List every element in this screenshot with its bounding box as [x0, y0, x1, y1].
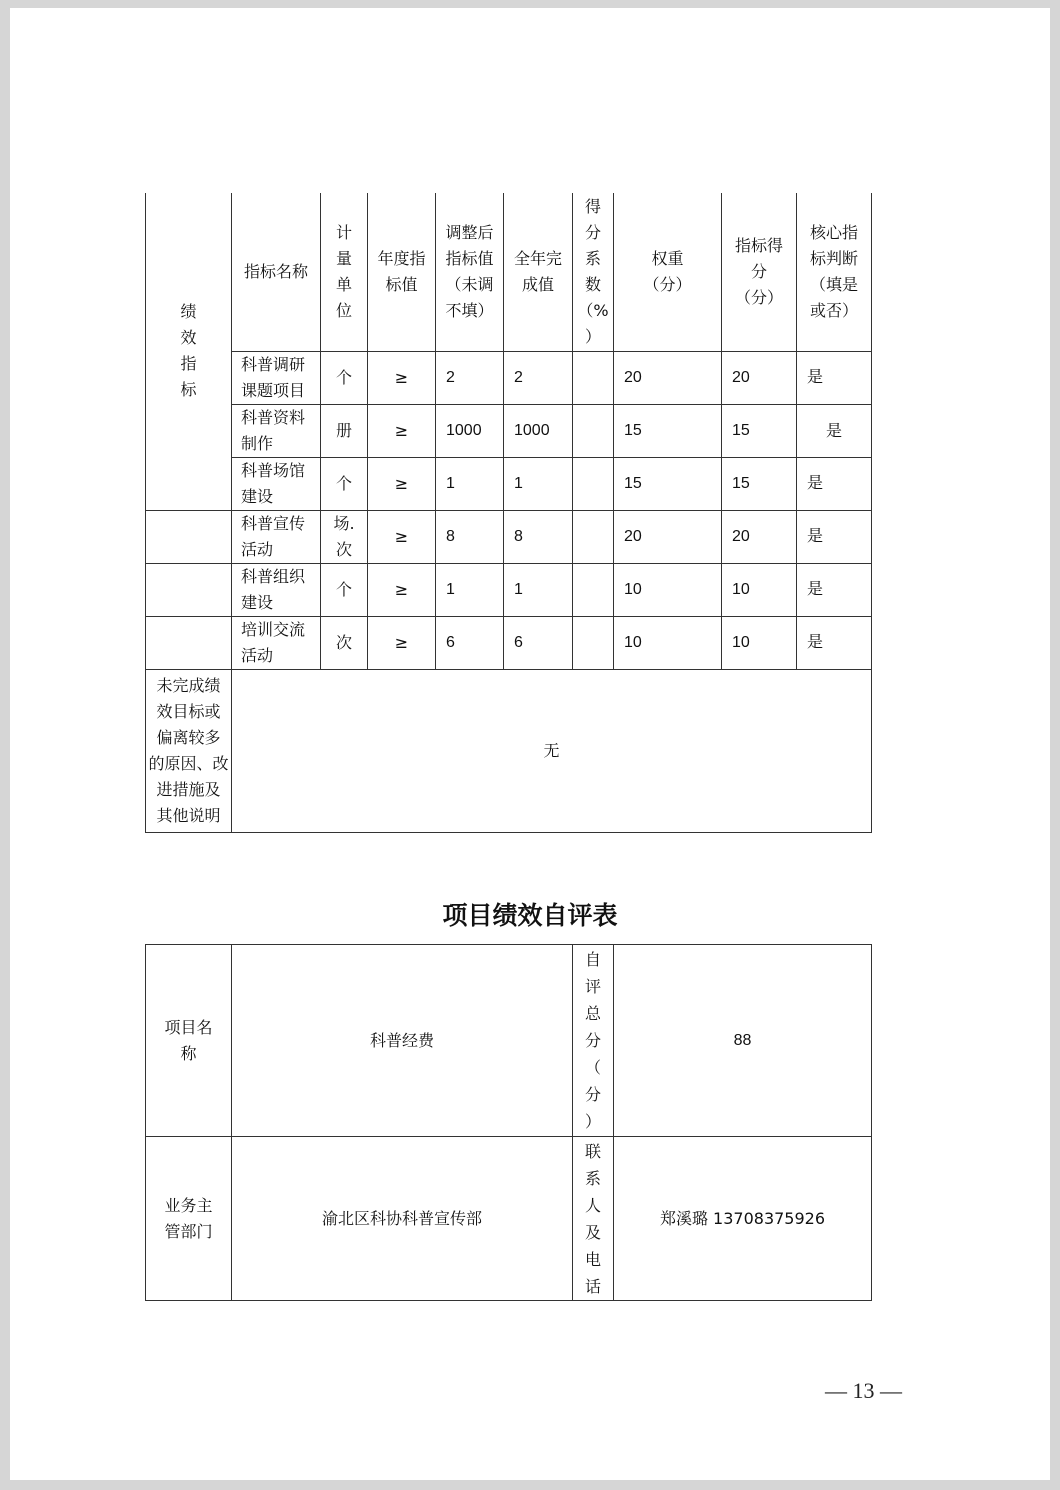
row-unit: 次 [321, 616, 368, 669]
row-name: 科普宣传 活动 [232, 510, 321, 563]
row-coefficient [573, 510, 614, 563]
row-coefficient [573, 616, 614, 669]
row-comparator: ≥ [368, 616, 436, 669]
row-actual: 6 [504, 616, 573, 669]
row-unit: 个 [321, 563, 368, 616]
header-actual-value: 全年完 成值 [504, 193, 573, 351]
row-core: 是 [797, 616, 872, 669]
row-score: 15 [722, 404, 797, 457]
blank-section-cell [146, 563, 232, 616]
header-core-indicator: 核心指 标判断 （填是 或否） [797, 193, 872, 351]
project-name-value: 科普经费 [232, 945, 573, 1137]
row-core: 是 [797, 510, 872, 563]
row-weight: 15 [614, 457, 722, 510]
table-row [146, 351, 872, 404]
indicator-table [145, 193, 872, 833]
row-weight: 10 [614, 563, 722, 616]
row-core: 是 [797, 351, 872, 404]
row-unit: 个 [321, 457, 368, 510]
table-row [146, 616, 872, 669]
row-actual: 2 [504, 351, 573, 404]
row-name: 科普资料 制作 [232, 404, 321, 457]
header-unit: 计 量 单 位 [321, 193, 368, 351]
total-score-label: 自 评 总 分 （ 分 ） [573, 945, 614, 1137]
document-page [10, 8, 1050, 1480]
reason-label: 未完成绩 效目标或 偏离较多 的原因、改 进措施及 其他说明 [146, 669, 232, 832]
row-annual: 1000 [436, 404, 504, 457]
row-coefficient [573, 457, 614, 510]
row-weight: 20 [614, 351, 722, 404]
row-comparator: ≥ [368, 510, 436, 563]
row-unit: 册 [321, 404, 368, 457]
row-core: 是 [797, 404, 872, 457]
row-coefficient [573, 404, 614, 457]
row-name: 科普调研 课题项目 [232, 351, 321, 404]
row-actual: 1000 [504, 404, 573, 457]
row-annual: 8 [436, 510, 504, 563]
row-annual: 1 [436, 563, 504, 616]
row-unit: 个 [321, 351, 368, 404]
reason-value: 无 [232, 669, 872, 832]
self-eval-table [145, 944, 872, 1301]
row-actual: 1 [504, 563, 573, 616]
row-score: 10 [722, 616, 797, 669]
project-name-label: 项目名 称 [146, 945, 232, 1137]
blank-section-cell [146, 616, 232, 669]
row-comparator: ≥ [368, 404, 436, 457]
row-weight: 15 [614, 404, 722, 457]
row-weight: 10 [614, 616, 722, 669]
row-comparator: ≥ [368, 563, 436, 616]
table-row [146, 563, 872, 616]
row-actual: 8 [504, 510, 573, 563]
section-label-text: 绩 效 指 标 [180, 302, 197, 400]
department-value: 渝北区科协科普宣传部 [232, 1137, 573, 1301]
row-score: 20 [722, 351, 797, 404]
table-row [146, 457, 872, 510]
page-title: 项目绩效自评表 [442, 901, 618, 930]
page-number: — 13 — [825, 1378, 902, 1403]
row-name: 培训交流 活动 [232, 616, 321, 669]
row-coefficient [573, 563, 614, 616]
table-row [146, 510, 872, 563]
row-score: 15 [722, 457, 797, 510]
row-name: 科普场馆 建设 [232, 457, 321, 510]
department-label: 业务主 管部门 [146, 1137, 232, 1301]
blank-section-cell [146, 510, 232, 563]
contact-value: 郑溪璐 13708375926 [614, 1137, 872, 1301]
total-score-value: 88 [614, 945, 872, 1137]
row-name: 科普组织 建设 [232, 563, 321, 616]
row-score: 20 [722, 510, 797, 563]
row-core: 是 [797, 457, 872, 510]
header-indicator-name: 指标名称 [232, 193, 321, 351]
table-row [146, 404, 872, 457]
row-actual: 1 [504, 457, 573, 510]
row-comparator: ≥ [368, 351, 436, 404]
row-comparator: ≥ [368, 457, 436, 510]
row-weight: 20 [614, 510, 722, 563]
row-annual: 1 [436, 457, 504, 510]
contact-label: 联 系 人 及 电 话 [573, 1137, 614, 1301]
header-adjusted-target: 调整后 指标值 （未调 不填） [436, 193, 504, 351]
row-score: 10 [722, 563, 797, 616]
row-coefficient [573, 351, 614, 404]
row-core: 是 [797, 563, 872, 616]
section-label-performance-indicators [146, 193, 232, 510]
header-indicator-score: 指标得 分 （分） [722, 193, 797, 351]
header-score-coefficient: 得 分 系 数 （% ） [573, 193, 614, 351]
row-annual: 6 [436, 616, 504, 669]
row-unit: 场. 次 [321, 510, 368, 563]
row-annual: 2 [436, 351, 504, 404]
header-annual-target: 年度指 标值 [368, 193, 436, 351]
header-weight: 权重 （分） [614, 193, 722, 351]
